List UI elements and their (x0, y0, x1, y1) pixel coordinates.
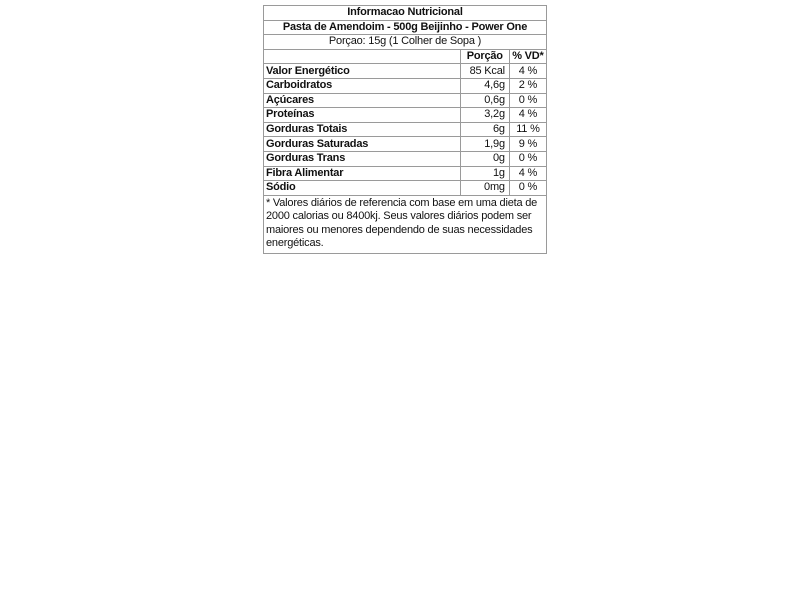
nutrient-daily-value: 0 % (509, 181, 546, 196)
nutrient-daily-value: 4 % (509, 166, 546, 181)
table-row (264, 78, 547, 93)
nutrient-daily-value: 4 % (509, 64, 546, 79)
table-row (264, 166, 547, 181)
nutrient-name: Sódio (264, 181, 461, 196)
nutrient-daily-value: 11 % (509, 122, 546, 137)
table-row (264, 93, 547, 108)
table-row (264, 64, 547, 79)
table-row (264, 122, 547, 137)
table-row (264, 151, 547, 166)
product-row (264, 20, 547, 35)
header-portion: Porção (460, 49, 509, 64)
product-name: Pasta de Amendoim - 500g Beijinho - Power One (264, 20, 547, 35)
nutrient-quantity: 0,6g (460, 93, 509, 108)
nutrient-quantity: 6g (460, 122, 509, 137)
nutrient-quantity: 0g (460, 151, 509, 166)
header-empty-cell (264, 49, 461, 64)
nutrition-facts-table (263, 5, 547, 254)
nutrient-daily-value: 4 % (509, 108, 546, 123)
nutrient-quantity: 3,2g (460, 108, 509, 123)
nutrient-name: Proteínas (264, 108, 461, 123)
nutrient-name: Gorduras Saturadas (264, 137, 461, 152)
nutrient-daily-value: 2 % (509, 78, 546, 93)
nutrient-name: Fibra Alimentar (264, 166, 461, 181)
portion-size: Porçao: 15g (1 Colher de Sopa ) (264, 35, 547, 50)
nutrient-quantity: 1g (460, 166, 509, 181)
nutrient-name: Valor Energético (264, 64, 461, 79)
nutrient-name: Carboidratos (264, 78, 461, 93)
nutrient-daily-value: 9 % (509, 137, 546, 152)
nutrient-quantity: 4,6g (460, 78, 509, 93)
table-title: Informacao Nutricional (264, 6, 547, 21)
table-row (264, 137, 547, 152)
table-row (264, 181, 547, 196)
nutrient-quantity: 0mg (460, 181, 509, 196)
nutrient-daily-value: 0 % (509, 93, 546, 108)
nutrient-quantity: 85 Kcal (460, 64, 509, 79)
portion-row (264, 35, 547, 50)
footnote: * Valores diários de referencia com base em uma dieta de 2000 calorias ou 8400kj. Seus valores diários podem ser maiores ou menores dependendo de suas necessidades energéticas. (264, 195, 547, 253)
nutrient-daily-value: 0 % (509, 151, 546, 166)
header-row (264, 49, 547, 64)
nutrient-name: Gorduras Trans (264, 151, 461, 166)
title-row (264, 6, 547, 21)
table-row (264, 108, 547, 123)
header-daily-value: % VD* (509, 49, 546, 64)
nutrient-name: Açúcares (264, 93, 461, 108)
footnote-row (264, 195, 547, 253)
nutrient-name: Gorduras Totais (264, 122, 461, 137)
nutrient-quantity: 1,9g (460, 137, 509, 152)
